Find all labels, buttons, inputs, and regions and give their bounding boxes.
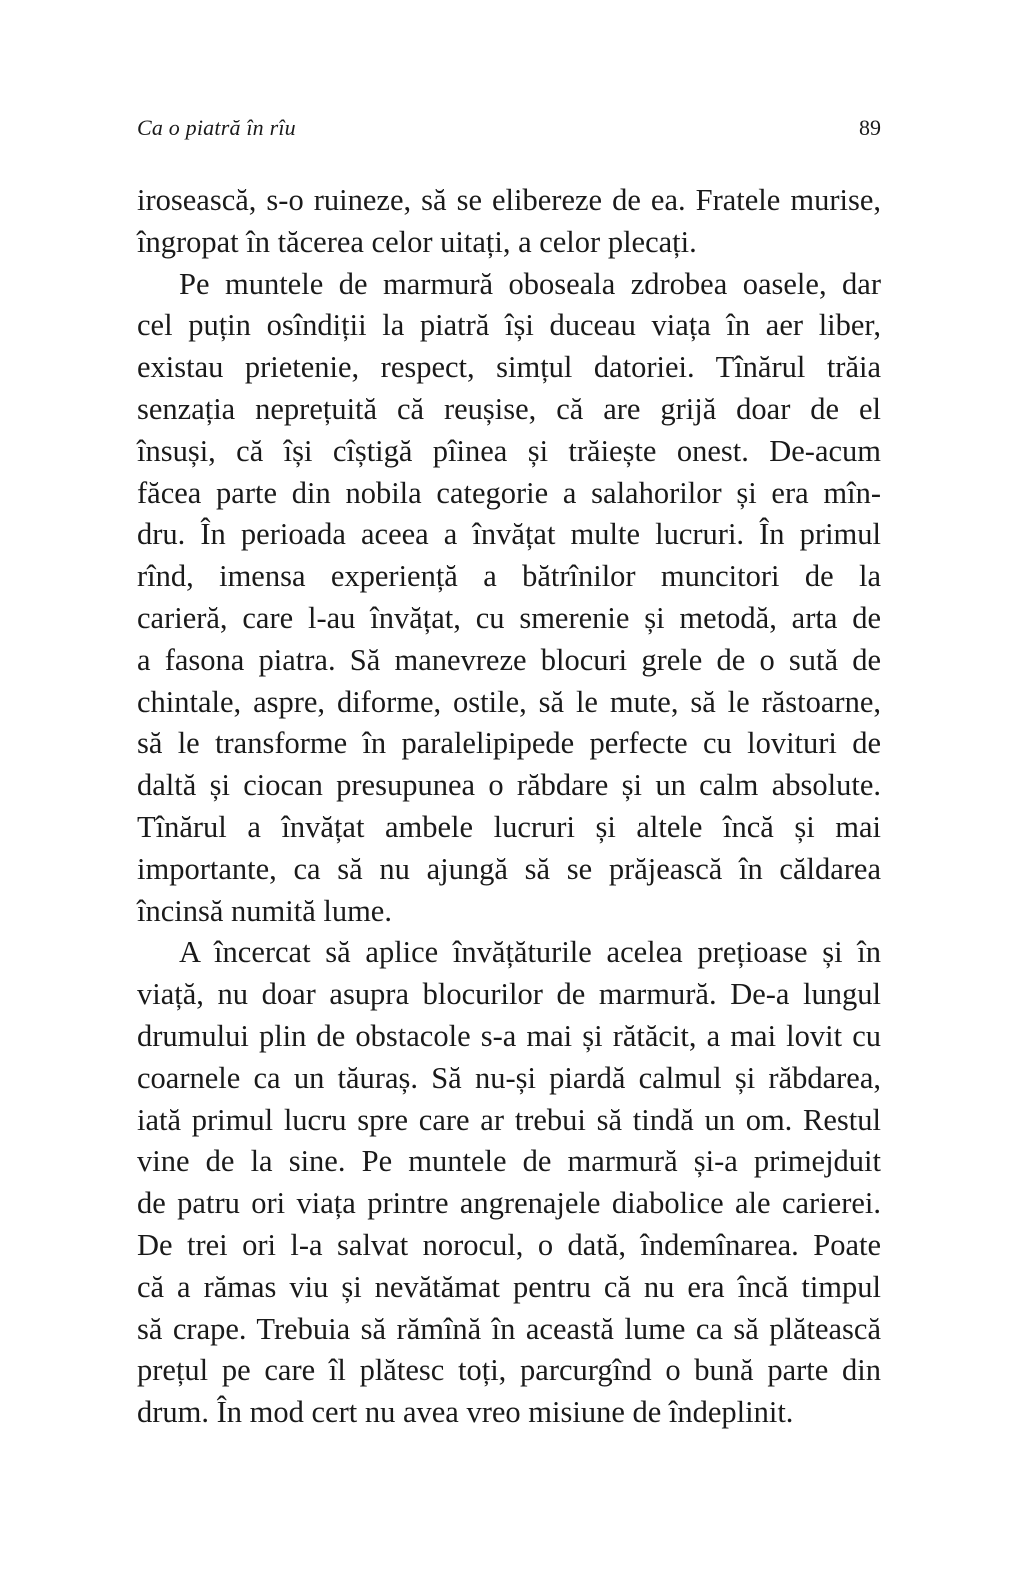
- text-line: senzația neprețuită că reușise, că are grijă doar de el: [137, 391, 881, 426]
- text-line: făcea parte din nobila categorie a salahorilor și era mîn-: [137, 475, 881, 510]
- text-line: existau prietenie, respect, simțul datoriei. Tînărul trăia: [137, 350, 881, 385]
- text-line: îngropat în tăcerea celor uitați, a celor plecați.: [137, 224, 697, 259]
- text-line: iată primul lucru spre care ar trebui să tindă un om. Restul: [137, 1102, 881, 1137]
- text-line: cel puțin osîndiții la piatră își duceau viața în aer liber,: [137, 308, 881, 343]
- text-line: carieră, care l-au învățat, cu smerenie și metodă, arta de: [137, 600, 881, 635]
- text-line: A încercat să aplice învățăturile acelea prețioase și în: [179, 935, 881, 970]
- paragraph: [137, 180, 881, 264]
- text-line: Tînărul a învățat ambele lucruri și altele încă și mai: [137, 809, 881, 844]
- text-line: Pe muntele de marmură oboseala zdrobea oasele, dar: [179, 266, 881, 301]
- body-text: [137, 180, 881, 1434]
- text-line: viață, nu doar asupra blocurilor de marmură. De-a lungul: [137, 977, 881, 1012]
- text-line: coarnele ca un tăuraș. Să nu-și piardă calmul și răbdarea,: [137, 1060, 881, 1095]
- text-line: chintale, aspre, diforme, ostile, să le mute, să le răstoarne,: [137, 684, 881, 719]
- paragraph: [137, 264, 881, 933]
- text-line: dru. În perioada aceea a învățat multe lucruri. În primul: [137, 517, 881, 552]
- text-line: a fasona piatra. Să manevreze blocuri grele de o sută de: [137, 642, 881, 677]
- text-line: să crape. Trebuia să rămînă în această lume ca să plătească: [137, 1311, 881, 1346]
- running-header: [137, 112, 881, 144]
- text-line: drum. În mod cert nu avea vreo misiune de îndeplinit.: [137, 1395, 794, 1430]
- text-line: De trei ori l-a salvat norocul, o dată, îndemînarea. Poate: [137, 1227, 881, 1262]
- text-line: prețul pe care îl plătesc toți, parcurgînd o bună parte din: [137, 1353, 881, 1388]
- text-line: că a rămas viu și nevătămat pentru că nu era încă timpul: [137, 1269, 881, 1304]
- text-line: de patru ori viața printre angrenajele diabolice ale carierei.: [137, 1186, 881, 1221]
- text-line: încinsă numită lume.: [137, 893, 392, 928]
- paragraph: [137, 932, 881, 1434]
- text-line: importante, ca să nu ajungă să se prăjească în căldarea: [137, 851, 881, 886]
- running-title: Ca o piatră în rîu: [137, 115, 296, 140]
- text-line: rînd, imensa experiență a bătrînilor muncitori de la: [137, 559, 881, 594]
- text-line: însuși, că își cîștigă pîinea și trăiește onest. De-acum: [137, 433, 881, 468]
- text-line: daltă și ciocan presupunea o răbdare și un calm absolute.: [137, 768, 881, 803]
- text-line: vine de la sine. Pe muntele de marmură și-a primejduit: [137, 1144, 881, 1179]
- page-number: 89: [859, 115, 881, 140]
- text-line: drumului plin de obstacole s-a mai și rătăcit, a mai lovit cu: [137, 1018, 881, 1053]
- text-line: irosească, s-o ruineze, să se elibereze de ea. Fratele murise,: [137, 183, 881, 217]
- text-line: să le transforme în paralelipipede perfecte cu lovituri de: [137, 726, 881, 761]
